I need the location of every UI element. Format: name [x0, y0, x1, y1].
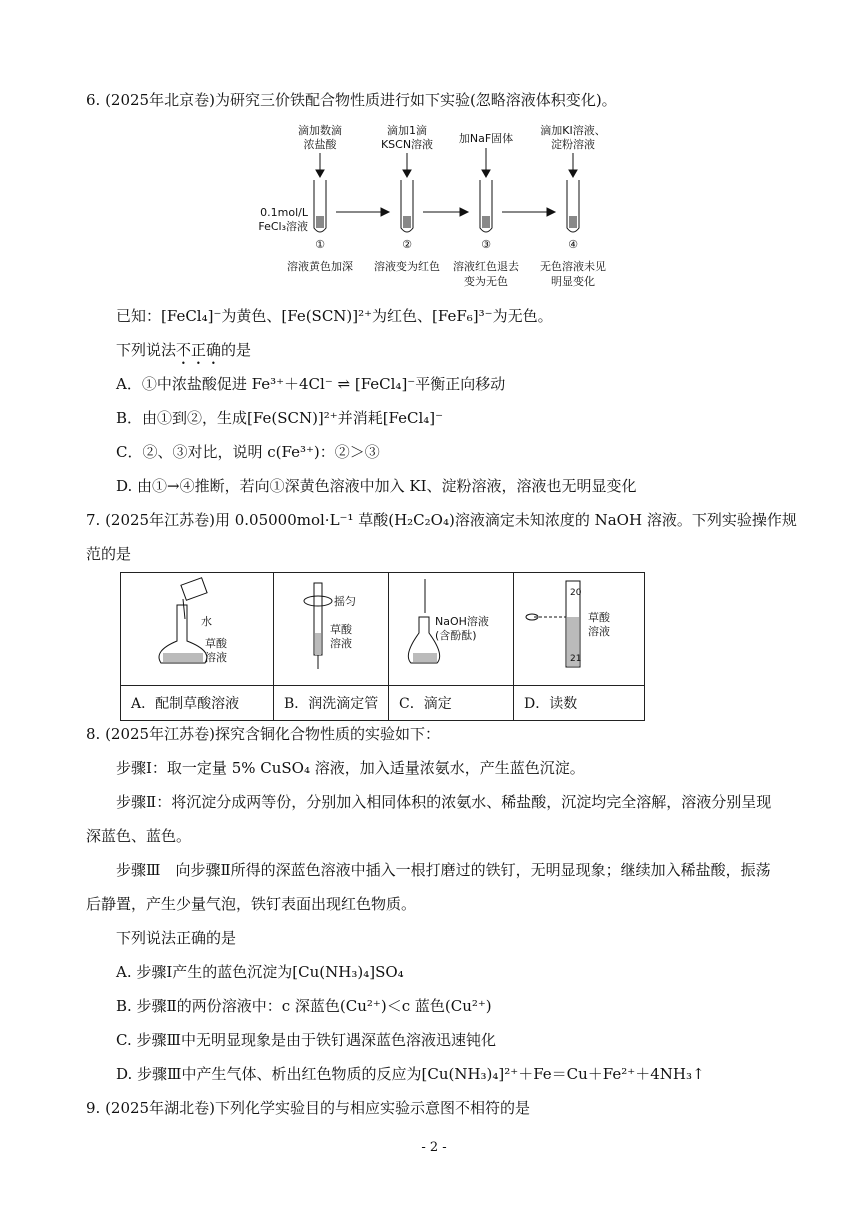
q6-label-4a: 滴加KI溶液、 [540, 124, 606, 137]
q7-stem-line2: 范的是 [86, 545, 132, 563]
tube-number-2: ② [402, 238, 412, 251]
observation-2: 溶液变为红色 [374, 260, 440, 273]
q7-options-table [120, 572, 645, 721]
q7-figure-d [514, 573, 645, 686]
page-number: - 2 - [421, 1140, 447, 1155]
q6-left-label-2: FeCl₃溶液 [258, 220, 308, 233]
label-naoh-1: NaOH溶液 [435, 615, 489, 628]
label-mark-20: 20 [570, 588, 582, 598]
q6-label-2b: KSCN溶液 [380, 138, 434, 151]
label-oxalic-d1: 草酸 [588, 611, 610, 624]
q6-label-2a: 滴加1滴 [387, 124, 427, 137]
q6-stem: 6. (2025年北京卷)为研究三价铁配合物性质进行如下实验(忽略溶液体积变化)。 [86, 91, 617, 109]
observation-3a: 溶液红色退去 [453, 260, 519, 273]
q7-caption-d: D．读数 [514, 686, 645, 721]
q6-label-1a: 滴加数滴 [298, 124, 342, 137]
tube-number-1: ① [315, 238, 325, 251]
observation-3b: 变为无色 [464, 275, 508, 288]
q6-option-d: D. 由①→④推断，若向①深黄色溶液中加入 KI、淀粉溶液，溶液也无明显变化 [116, 477, 637, 495]
q8-prompt: 下列说法正确的是 [116, 929, 237, 947]
q6-label-1b: 浓盐酸 [303, 138, 337, 151]
q6-known: 已知：[FeCl₄]⁻为黄色、[Fe(SCN)]²⁺为红色、[FeF₆]³⁻为无色。 [116, 307, 553, 325]
q8-option-a: A. 步骤Ⅰ产生的蓝色沉淀为[Cu(NH₃)₄]SO₄ [116, 963, 404, 981]
q8-stem: 8. (2025年江苏卷)探究含铜化合物性质的实验如下： [86, 725, 440, 743]
q7-caption-c: C．滴定 [389, 686, 514, 721]
q6-prompt: 下列说法不正确的是 [116, 341, 252, 359]
emphasis-not-correct: 不正确 [176, 341, 222, 359]
label-shake: 摇匀 [334, 595, 356, 608]
q8-step2-line2: 深蓝色、蓝色。 [86, 827, 192, 845]
q8-option-b: B. 步骤Ⅱ的两份溶液中：c 深蓝色(Cu²⁺)＜c 蓝色(Cu²⁺) [116, 997, 492, 1015]
label-oxalic-b2: 溶液 [330, 637, 352, 650]
q8-step3-line1: 步骤Ⅲ 向步骤Ⅱ所得的深蓝色溶液中插入一根打磨过的铁钉，无明显现象；继续加入稀盐酸，振荡 [116, 861, 771, 879]
q6-option-a: A．①中浓盐酸促进 Fe³⁺＋4Cl⁻ ⇌ [FeCl₄]⁻平衡正向移动 [116, 375, 506, 393]
label-oxalic-b1: 草酸 [330, 623, 352, 636]
q7-stem-line1: 7. (2025年江苏卷)用 0.05000mol·L⁻¹ 草酸(H₂C₂O₄)溶液滴定未知浓度的 NaOH 溶液。下列实验操作规 [86, 511, 797, 529]
q8-step2-line1: 步骤Ⅱ：将沉淀分成两等份，分别加入相同体积的浓氨水、稀盐酸，沉淀均完全溶解，溶液分别呈现 [116, 793, 772, 811]
observation-1: 溶液黄色加深 [287, 260, 353, 273]
q6-option-c: C．②、③对比，说明 c(Fe³⁺)：②＞③ [116, 443, 380, 461]
q9-stem: 9. (2025年湖北卷)下列化学实验目的与相应实验示意图不相符的是 [86, 1099, 530, 1117]
observation-4a: 无色溶液未见 [540, 260, 606, 273]
q7-caption-b: B．润洗滴定管 [274, 686, 389, 721]
label-oxalic-a1: 草酸 [205, 637, 227, 650]
observation-4b: 明显变化 [551, 275, 595, 288]
q7-figure-c [389, 573, 514, 686]
q7-figure-b [274, 573, 389, 686]
q6-option-b: B．由①到②，生成[Fe(SCN)]²⁺并消耗[FeCl₄]⁻ [116, 409, 444, 427]
q6-left-label-1: 0.1mol/L [260, 206, 308, 219]
q8-step1: 步骤Ⅰ：取一定量 5% CuSO₄ 溶液，加入适量浓氨水，产生蓝色沉淀。 [116, 759, 585, 777]
q6-experiment-figure [250, 120, 670, 300]
q8-option-d: D. 步骤Ⅲ中产生气体、析出红色物质的反应为[Cu(NH₃)₄]²⁺＋Fe＝Cu＋Fe²⁺＋4NH₃↑ [116, 1065, 705, 1083]
tube-number-4: ④ [568, 238, 578, 251]
q8-step3-line2: 后静置，产生少量气泡，铁钉表面出现红色物质。 [86, 895, 417, 913]
label-naoh-2: (含酚酞) [435, 629, 477, 642]
label-mark-21: 21 [570, 654, 582, 664]
tube-number-3: ③ [481, 238, 491, 251]
q7-figure-a [121, 573, 274, 686]
q7-caption-a: A．配制草酸溶液 [121, 686, 274, 721]
q6-label-3: 加NaF固体 [458, 132, 514, 145]
q6-label-4b: 淀粉溶液 [551, 138, 595, 151]
label-oxalic-d2: 溶液 [588, 625, 610, 638]
label-water: 水 [201, 615, 212, 628]
label-oxalic-a2: 溶液 [205, 651, 227, 664]
q8-option-c: C. 步骤Ⅲ中无明显现象是由于铁钉遇深蓝色溶液迅速钝化 [116, 1031, 496, 1049]
